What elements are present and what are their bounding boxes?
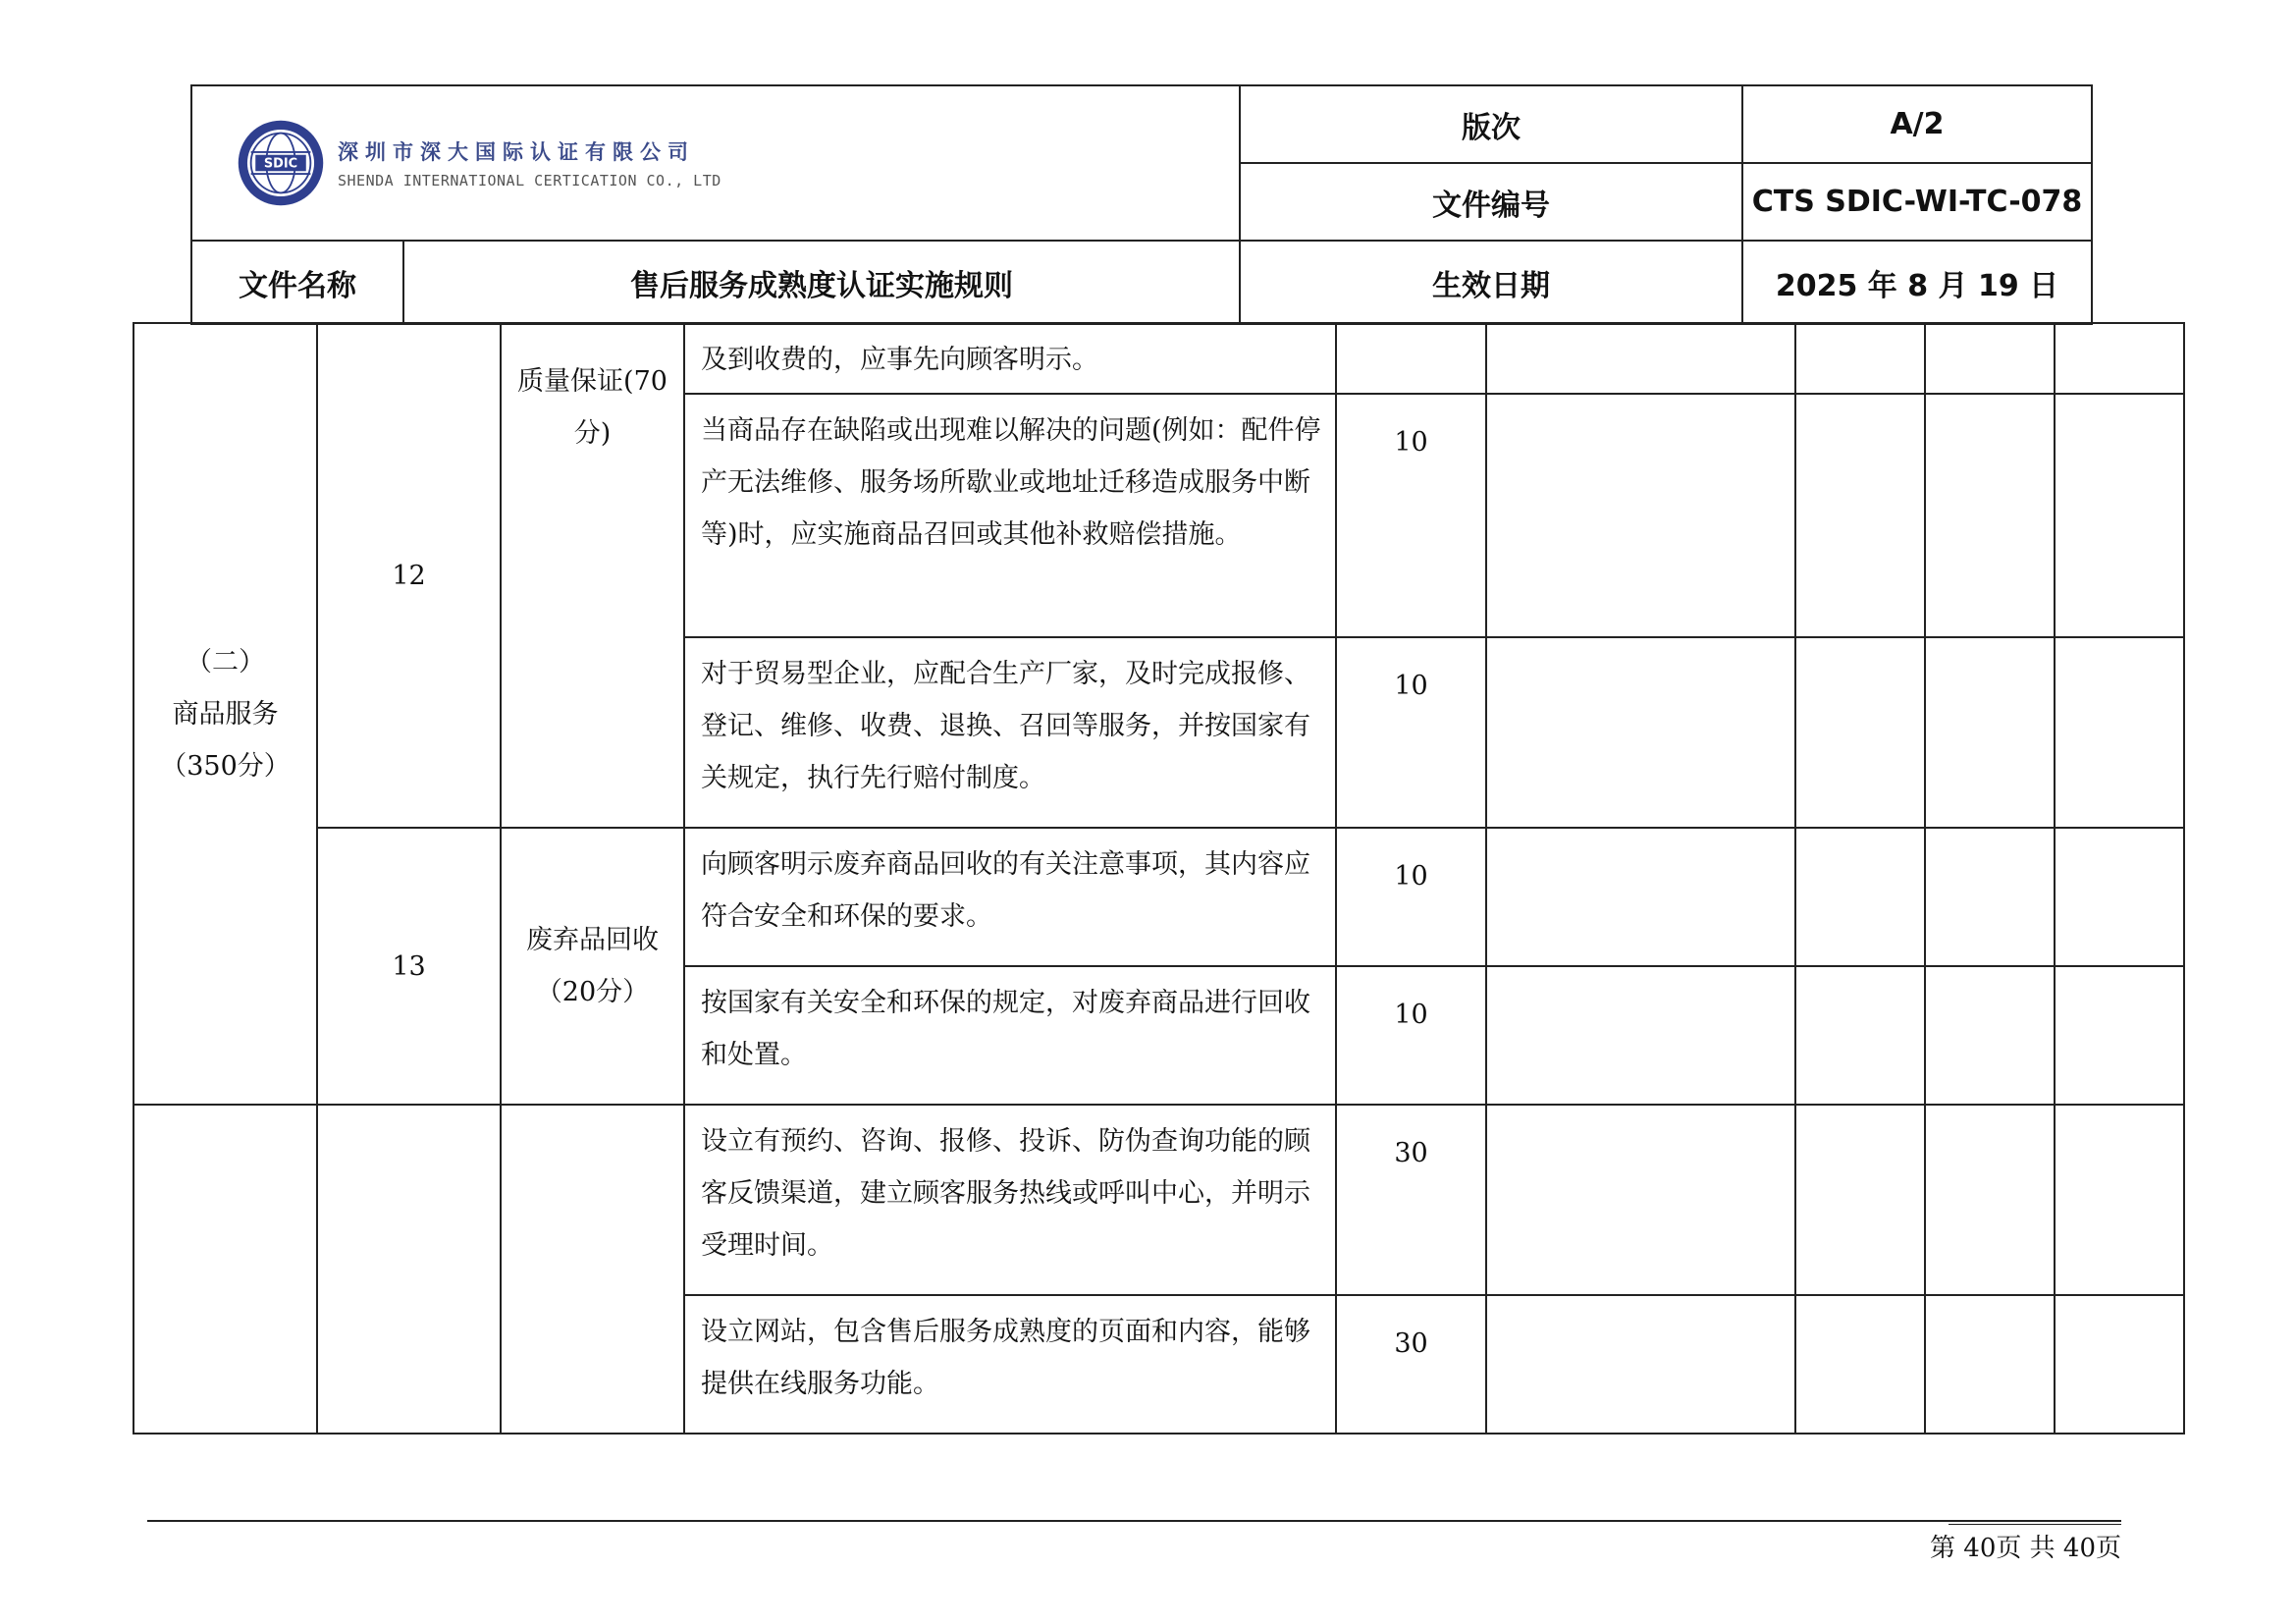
blank-cell — [2055, 637, 2184, 828]
blank-cell — [2055, 966, 2184, 1105]
blank-cell — [1486, 394, 1795, 637]
blank-cell — [2055, 323, 2184, 394]
requirement-text: 设立有预约、咨询、报修、投诉、防伪查询功能的顾客反馈渠道，建立顾客服务热线或呼叫中心，并明示受理时间。 — [684, 1105, 1336, 1295]
version-label: 版次 — [1240, 85, 1742, 163]
doc-name-value: 售后服务成熟度认证实施规则 — [403, 241, 1240, 324]
blank-cell — [1795, 394, 1925, 637]
item-number-cell: 12 — [317, 323, 501, 828]
category-cell: （二） 商品服务 （350分） — [133, 323, 317, 1105]
table-row — [133, 828, 2184, 966]
blank-cell — [1925, 966, 2055, 1105]
score-cell: 30 — [1336, 1105, 1486, 1295]
blank-cell — [1486, 828, 1795, 966]
category-cell — [133, 1105, 317, 1434]
item-number-cell — [317, 1105, 501, 1434]
requirement-text: 对于贸易型企业，应配合生产厂家，及时完成报修、登记、维修、收费、退换、召回等服务，并按国家有关规定，执行先行赔付制度。 — [684, 637, 1336, 828]
doc-name-label: 文件名称 — [191, 241, 403, 324]
score-cell: 30 — [1336, 1295, 1486, 1434]
blank-cell — [1795, 966, 1925, 1105]
score-cell: 10 — [1336, 828, 1486, 966]
blank-cell — [1795, 1105, 1925, 1295]
blank-cell — [1925, 1295, 2055, 1434]
score-cell: 10 — [1336, 966, 1486, 1105]
footer-divider-short — [1949, 1524, 2121, 1525]
company-name-en: SHENDA INTERNATIONAL CERTICATION CO., LTD — [338, 172, 721, 189]
score-cell: 10 — [1336, 394, 1486, 637]
blank-cell — [1925, 637, 2055, 828]
version-value: A/2 — [1742, 85, 2092, 163]
company-name-cn: 深圳市深大国际认证有限公司 — [338, 140, 695, 164]
blank-cell — [1925, 828, 2055, 966]
table-row — [133, 323, 2184, 394]
blank-cell — [2055, 1295, 2184, 1434]
effective-date-label: 生效日期 — [1240, 241, 1742, 324]
blank-cell — [1795, 637, 1925, 828]
blank-cell — [1486, 1105, 1795, 1295]
footer-divider — [147, 1520, 2121, 1522]
effective-date-value: 2025 年 8 月 19 日 — [1742, 241, 2092, 324]
blank-cell — [2055, 394, 2184, 637]
table-row — [133, 1105, 2184, 1295]
company-seal-icon — [236, 118, 326, 208]
requirement-text: 及到收费的，应事先向顾客明示。 — [684, 323, 1336, 394]
blank-cell — [1795, 323, 1925, 394]
requirement-text: 按国家有关安全和环保的规定，对废弃商品进行回收和处置。 — [684, 966, 1336, 1105]
item-name-cell: 质量保证(70分) — [501, 323, 684, 828]
requirement-text: 设立网站，包含售后服务成熟度的页面和内容，能够提供在线服务功能。 — [684, 1295, 1336, 1434]
blank-cell — [2055, 828, 2184, 966]
blank-cell — [1486, 637, 1795, 828]
blank-cell — [1925, 1105, 2055, 1295]
blank-cell — [1795, 828, 1925, 966]
blank-cell — [1486, 966, 1795, 1105]
doc-number-label: 文件编号 — [1240, 163, 1742, 241]
svg-text:SDIC: SDIC — [263, 156, 298, 172]
company-logo-cell — [191, 85, 1240, 241]
blank-cell — [1486, 323, 1795, 394]
assessment-table — [133, 322, 2185, 1435]
blank-cell — [1795, 1295, 1925, 1434]
blank-cell — [1925, 323, 2055, 394]
blank-cell — [2055, 1105, 2184, 1295]
item-number-cell: 13 — [317, 828, 501, 1105]
document-header — [190, 84, 2093, 325]
doc-number-value: CTS SDIC-WI-TC-078 — [1742, 163, 2092, 241]
blank-cell — [1925, 394, 2055, 637]
page-number: 第 40页 共 40页 — [1930, 1534, 2121, 1563]
requirement-text: 向顾客明示废弃商品回收的有关注意事项，其内容应符合安全和环保的要求。 — [684, 828, 1336, 966]
score-cell — [1336, 323, 1486, 394]
item-name-cell — [501, 1105, 684, 1434]
score-cell: 10 — [1336, 637, 1486, 828]
requirement-text: 当商品存在缺陷或出现难以解决的问题(例如：配件停产无法维修、服务场所歇业或地址迁移造成服务中断等)时，应实施商品召回或其他补救赔偿措施。 — [684, 394, 1336, 637]
blank-cell — [1486, 1295, 1795, 1434]
item-name-cell: 废弃品回收（20分） — [501, 828, 684, 1105]
